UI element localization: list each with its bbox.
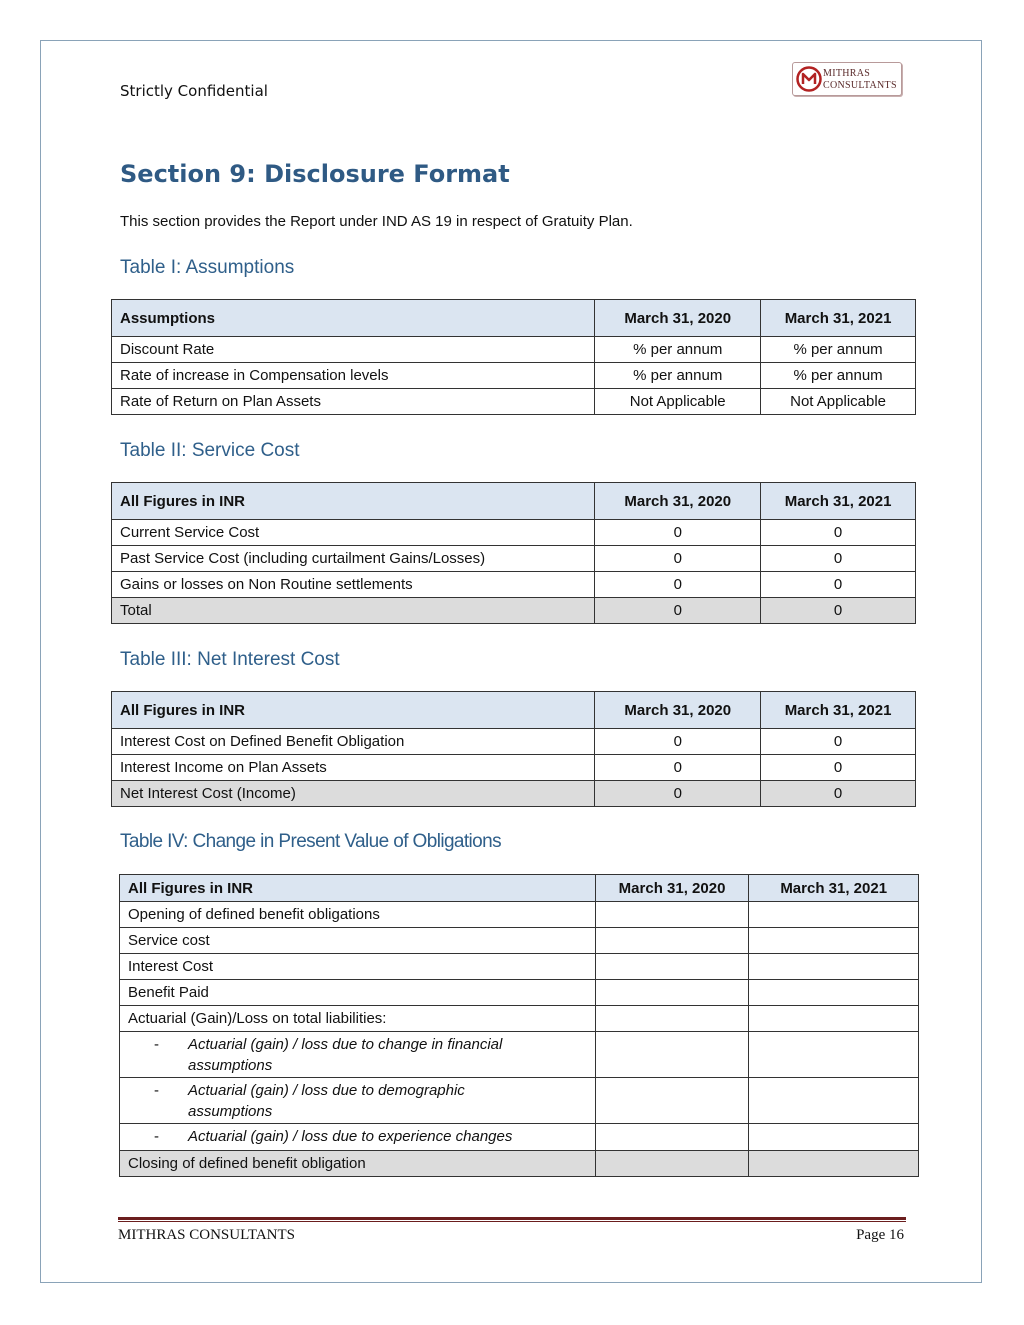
table-cell-empty bbox=[595, 1032, 749, 1078]
company-logo bbox=[792, 62, 902, 96]
logo-mark-icon bbox=[796, 66, 822, 92]
table-sub-row bbox=[120, 1078, 919, 1124]
table-cell: Actuarial (Gain)/Loss on total liabilities: bbox=[120, 1006, 596, 1032]
table-cell: % per annum bbox=[595, 337, 761, 363]
table-cell-empty bbox=[595, 1124, 749, 1151]
table-header-row bbox=[112, 300, 916, 337]
table-row bbox=[112, 363, 916, 389]
table-cell: Opening of defined benefit obligations bbox=[120, 902, 596, 928]
sub-row-label: Actuarial (gain) / loss due to change in financial assumptions bbox=[188, 1036, 503, 1074]
table-cell: Gains or losses on Non Routine settlements bbox=[112, 572, 595, 598]
bullet-dash: - bbox=[154, 1128, 159, 1145]
table-cell: 0 bbox=[595, 729, 761, 755]
table-cell: Service cost bbox=[120, 928, 596, 954]
service-cost-table bbox=[111, 482, 916, 624]
table-cell: Rate of Return on Plan Assets bbox=[112, 389, 595, 415]
table-row bbox=[112, 546, 916, 572]
table-row bbox=[112, 755, 916, 781]
table-cell-empty bbox=[595, 1078, 749, 1124]
table-cell: Total bbox=[112, 598, 595, 624]
table-header-cell: All Figures in INR bbox=[112, 692, 595, 729]
table-cell-empty bbox=[595, 902, 749, 928]
table-cell: 0 bbox=[595, 520, 761, 546]
table-total-row bbox=[112, 598, 916, 624]
table-cell-empty bbox=[749, 980, 919, 1006]
table-cell: 0 bbox=[761, 546, 916, 572]
table-cell: 0 bbox=[761, 781, 916, 807]
table-total-row bbox=[112, 781, 916, 807]
sub-row-label: Actuarial (gain) / loss due to experience changes bbox=[188, 1128, 513, 1145]
table-cell-empty bbox=[749, 928, 919, 954]
assumptions-table bbox=[111, 299, 916, 415]
table-cell: 0 bbox=[761, 598, 916, 624]
table3-title: Table III: Net Interest Cost bbox=[120, 649, 340, 670]
table-total-row bbox=[120, 1151, 919, 1177]
table-sub-row bbox=[120, 1032, 919, 1078]
table-cell: 0 bbox=[761, 755, 916, 781]
table-header-cell: March 31, 2020 bbox=[595, 300, 761, 337]
table-cell: Interest Cost on Defined Benefit Obligation bbox=[112, 729, 595, 755]
table-cell: Rate of increase in Compensation levels bbox=[112, 363, 595, 389]
table-cell: Benefit Paid bbox=[120, 980, 596, 1006]
bullet-dash: - bbox=[154, 1036, 159, 1053]
table-cell: 0 bbox=[595, 781, 761, 807]
table-sub-row bbox=[120, 1124, 919, 1151]
table-row bbox=[120, 1006, 919, 1032]
table-cell-empty bbox=[595, 1006, 749, 1032]
table-cell-empty bbox=[595, 928, 749, 954]
table-cell: Past Service Cost (including curtailment Gains/Losses) bbox=[112, 546, 595, 572]
table-header-cell: All Figures in INR bbox=[120, 875, 596, 902]
table-cell: Not Applicable bbox=[595, 389, 761, 415]
table-cell: Interest Cost bbox=[120, 954, 596, 980]
table-cell: Net Interest Cost (Income) bbox=[112, 781, 595, 807]
table-cell-empty bbox=[749, 1032, 919, 1078]
table1-title: Table I: Assumptions bbox=[120, 257, 295, 278]
table-cell-empty bbox=[595, 1151, 749, 1177]
table-cell: 0 bbox=[761, 520, 916, 546]
footer-divider bbox=[118, 1217, 906, 1220]
table-cell-empty bbox=[749, 1151, 919, 1177]
table-cell: 0 bbox=[761, 572, 916, 598]
table-cell-empty bbox=[595, 980, 749, 1006]
table-cell-empty bbox=[749, 1124, 919, 1151]
table-header-cell: March 31, 2021 bbox=[761, 483, 916, 520]
table-cell: % per annum bbox=[761, 337, 916, 363]
table-cell: 0 bbox=[595, 755, 761, 781]
table-cell: % per annum bbox=[595, 363, 761, 389]
table-cell-empty bbox=[749, 1006, 919, 1032]
table-row bbox=[112, 520, 916, 546]
table-row bbox=[112, 337, 916, 363]
table-header-cell: March 31, 2020 bbox=[595, 692, 761, 729]
table2-title: Table II: Service Cost bbox=[120, 440, 300, 461]
footer-divider-thin bbox=[118, 1221, 906, 1222]
net-interest-cost-table bbox=[111, 691, 916, 807]
table-cell: Current Service Cost bbox=[112, 520, 595, 546]
table-cell: 0 bbox=[595, 598, 761, 624]
table-cell bbox=[120, 1078, 596, 1124]
table-cell: Discount Rate bbox=[112, 337, 595, 363]
table-header-row bbox=[112, 692, 916, 729]
bullet-dash: - bbox=[154, 1082, 159, 1099]
table-cell: Closing of defined benefit obligation bbox=[120, 1151, 596, 1177]
table-header-row bbox=[112, 483, 916, 520]
footer-company: MITHRAS CONSULTANTS bbox=[118, 1227, 296, 1243]
section-title: Section 9: Disclosure Format bbox=[120, 160, 510, 188]
table-header-cell: March 31, 2021 bbox=[749, 875, 919, 902]
table-cell-empty bbox=[749, 954, 919, 980]
table-cell-empty bbox=[749, 1078, 919, 1124]
table-header-cell: Assumptions bbox=[112, 300, 595, 337]
table-header-cell: All Figures in INR bbox=[112, 483, 595, 520]
logo-text-line1: MITHRAS bbox=[823, 68, 871, 79]
table-header-cell: March 31, 2021 bbox=[761, 692, 916, 729]
table-cell: 0 bbox=[761, 729, 916, 755]
table-cell bbox=[120, 1124, 596, 1151]
confidential-label: Strictly Confidential bbox=[120, 82, 268, 100]
table-cell: Not Applicable bbox=[761, 389, 916, 415]
table-row bbox=[120, 902, 919, 928]
logo-text-line2: CONSULTANTS bbox=[823, 80, 897, 91]
obligations-table bbox=[119, 874, 919, 1177]
table-header-cell: March 31, 2020 bbox=[595, 483, 761, 520]
table-row bbox=[120, 928, 919, 954]
table-cell-empty bbox=[595, 954, 749, 980]
table-header-cell: March 31, 2020 bbox=[595, 875, 749, 902]
table-cell: % per annum bbox=[761, 363, 916, 389]
table-cell: 0 bbox=[595, 572, 761, 598]
table-row bbox=[112, 729, 916, 755]
table-row bbox=[112, 572, 916, 598]
table-row bbox=[120, 954, 919, 980]
table-cell: Interest Income on Plan Assets bbox=[112, 755, 595, 781]
table-row bbox=[120, 980, 919, 1006]
section-intro: This section provides the Report under IND AS 19 in respect of Gratuity Plan. bbox=[120, 213, 633, 230]
table-cell bbox=[120, 1032, 596, 1078]
footer-page-number: Page 16 bbox=[856, 1227, 904, 1243]
table-row bbox=[112, 389, 916, 415]
table-header-row bbox=[120, 875, 919, 902]
sub-row-label: Actuarial (gain) / loss due to demographic assumptions bbox=[188, 1082, 465, 1120]
table-cell: 0 bbox=[595, 546, 761, 572]
table-cell-empty bbox=[749, 902, 919, 928]
table-header-cell: March 31, 2021 bbox=[761, 300, 916, 337]
table4-title: Table IV: Change in Present Value of Obligations bbox=[120, 831, 502, 852]
